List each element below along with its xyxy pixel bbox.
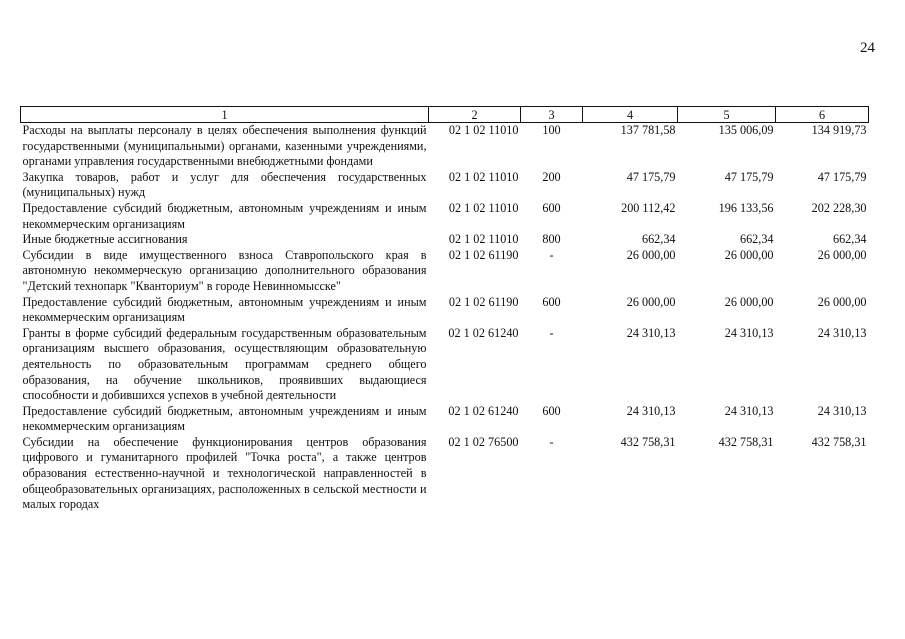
header-col-6: 6: [776, 107, 869, 123]
row-description: Иные бюджетные ассигнования: [22, 232, 188, 247]
row-amount-1: 137 781,58: [620, 123, 676, 137]
row-amount-2: 135 006,09: [718, 123, 774, 137]
row-amount-3: 24 310,13: [817, 325, 867, 340]
row-expense-type: 600: [542, 294, 561, 309]
row-target-code: 02 1 02 11010: [448, 232, 519, 247]
row-description: Предоставление субсидий бюджетным, автономным учреждениям и иным некоммерческим организациям: [22, 403, 427, 434]
row-expense-type: -: [549, 434, 554, 449]
row-expense-type: 200: [542, 169, 561, 184]
row-amount-2: 26 000,00: [724, 294, 774, 309]
table-row: [21, 123, 869, 170]
row-amount-3: 26 000,00: [817, 247, 867, 262]
header-col-5: 5: [678, 107, 776, 123]
row-amount-3: 24 310,13: [817, 403, 867, 418]
row-amount-3: 134 919,73: [811, 123, 867, 137]
row-amount-3: 662,34: [832, 232, 867, 247]
row-amount-1: 26 000,00: [626, 294, 676, 309]
row-amount-3: 432 758,31: [811, 434, 867, 449]
table-row: [21, 326, 869, 404]
header-col-1: 1: [21, 107, 429, 123]
table-row: [21, 404, 869, 435]
table-row: [21, 232, 869, 248]
row-expense-type: -: [549, 325, 554, 340]
table-row: [21, 201, 869, 232]
row-amount-2: 24 310,13: [724, 403, 774, 418]
row-amount-1: 47 175,79: [626, 169, 676, 184]
row-expense-type: -: [549, 247, 554, 262]
row-target-code: 02 1 02 61240: [448, 325, 519, 340]
page-number: 24: [860, 40, 875, 56]
budget-table: [20, 106, 869, 513]
row-target-code: 02 1 02 11010: [448, 200, 519, 215]
header-col-4: 4: [583, 107, 678, 123]
row-target-code: 02 1 02 61190: [448, 247, 519, 262]
row-amount-2: 432 758,31: [718, 434, 774, 449]
row-amount-1: 24 310,13: [626, 325, 676, 340]
row-amount-1: 200 112,42: [621, 200, 676, 215]
row-amount-2: 24 310,13: [724, 325, 774, 340]
row-description: Предоставление субсидий бюджетным, автономным учреждениям и иным некоммерческим организациям: [22, 294, 427, 325]
row-expense-type: 600: [542, 200, 561, 215]
row-amount-1: 26 000,00: [626, 247, 676, 262]
row-description: Субсидии в виде имущественного взноса Ставропольского края в автономную некоммерческую организацию дополнительного образования "Детский технопарк "Кванториум" в городе Невинномысске": [22, 247, 427, 293]
row-description: Расходы на выплаты персоналу в целях обеспечения выполнения функций государственными (муниципальными) органами, казенными учреждениями, органами управления государственными внебюджетными фондами: [22, 123, 427, 169]
row-target-code: 02 1 02 61240: [448, 403, 519, 418]
row-expense-type: 600: [542, 403, 561, 418]
table-header-row: [21, 107, 869, 123]
table-row: [21, 248, 869, 295]
table-row: [21, 170, 869, 201]
table-row: [21, 435, 869, 513]
row-description: Закупка товаров, работ и услуг для обеспечения государственных (муниципальных) нужд: [22, 169, 427, 200]
row-amount-3: 202 228,30: [811, 200, 867, 215]
header-col-3: 3: [521, 107, 583, 123]
row-amount-2: 47 175,79: [724, 169, 774, 184]
row-amount-2: 26 000,00: [724, 247, 774, 262]
table-row: [21, 295, 869, 326]
row-target-code: 02 1 02 76500: [448, 434, 519, 449]
row-amount-2: 662,34: [739, 232, 774, 247]
row-amount-3: 26 000,00: [817, 294, 867, 309]
row-expense-type: 800: [542, 232, 561, 247]
row-target-code: 02 1 02 11010: [448, 123, 519, 137]
row-amount-2: 196 133,56: [718, 200, 774, 215]
header-col-2: 2: [429, 107, 521, 123]
row-amount-1: 662,34: [641, 232, 676, 247]
row-target-code: 02 1 02 11010: [448, 169, 519, 184]
row-amount-1: 24 310,13: [626, 403, 676, 418]
row-target-code: 02 1 02 61190: [448, 294, 519, 309]
row-expense-type: 100: [542, 123, 561, 137]
row-amount-3: 47 175,79: [817, 169, 867, 184]
row-description: Предоставление субсидий бюджетным, автономным учреждениям и иным некоммерческим организациям: [22, 200, 427, 231]
row-description: Субсидии на обеспечение функционирования центров образования цифрового и гуманитарного профилей "Точка роста", а также центров образования естественно-научной и технологической направленностей в общеобразовательных организациях, расположенных в сельской местности и малых городах: [22, 434, 427, 512]
row-amount-1: 432 758,31: [620, 434, 676, 449]
row-description: Гранты в форме субсидий федеральным государственным образовательным организациям высшего образования, осуществляющим образовательную деятельность по образовательным программам среднего общего образования, на обучение школьников, проявивших выдающиеся способности и добившихся успехов в учебной деятельности: [22, 325, 427, 403]
